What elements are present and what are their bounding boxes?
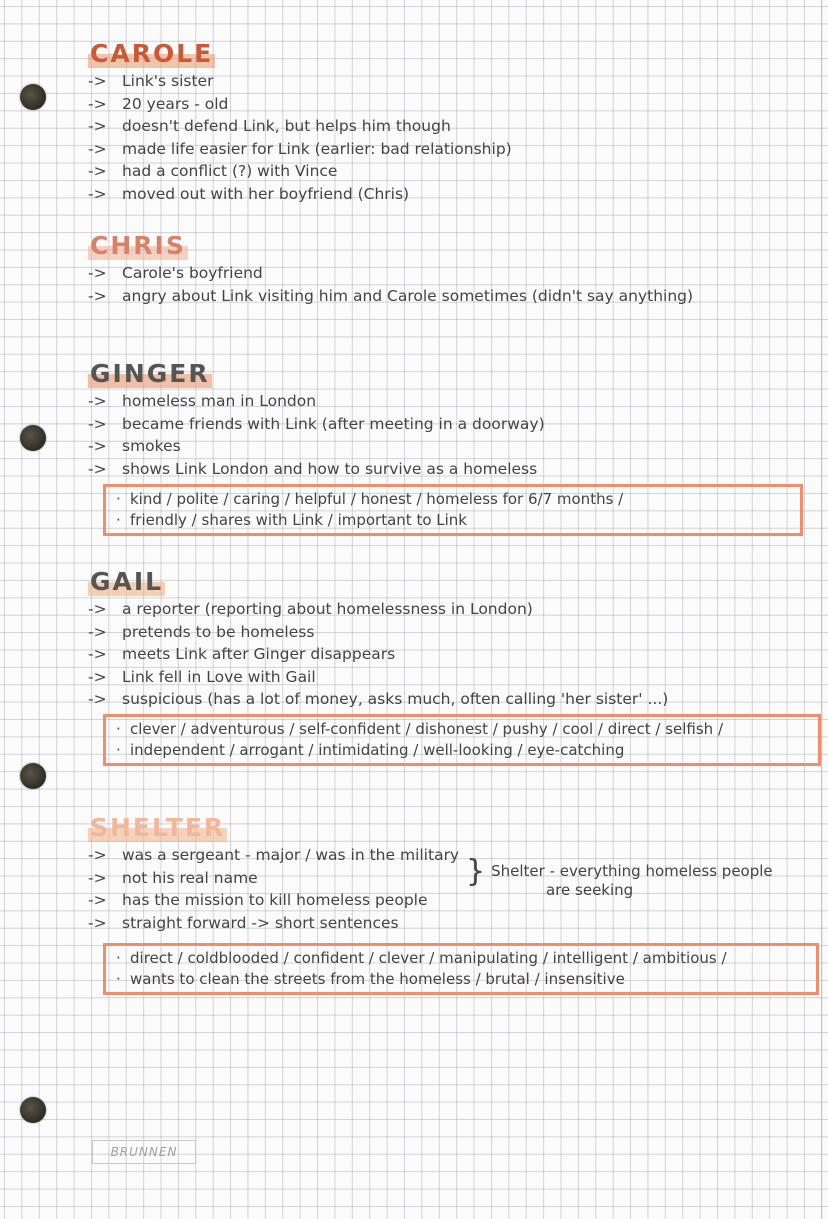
arrow-icon: -> bbox=[88, 645, 107, 664]
list-item bbox=[88, 138, 512, 161]
bullet-text: doesn't defend Link, but helps him though bbox=[122, 117, 451, 136]
section-ginger bbox=[88, 360, 545, 480]
section-title: SHELTER bbox=[90, 813, 226, 842]
section-carole bbox=[88, 40, 512, 206]
bullet-list bbox=[88, 598, 668, 711]
bullet-text: angry about Link visiting him and Carole sometimes (didn't say anything) bbox=[122, 286, 694, 305]
list-item bbox=[88, 262, 693, 285]
section-title: GINGER bbox=[90, 359, 210, 388]
trait-line bbox=[116, 719, 808, 740]
list-item bbox=[88, 867, 459, 890]
arrow-icon: -> bbox=[88, 72, 107, 90]
traits-box-ginger bbox=[103, 484, 803, 536]
arrow-icon: -> bbox=[88, 184, 107, 203]
traits-box-shelter bbox=[103, 943, 819, 995]
arrow-icon: -> bbox=[88, 459, 107, 478]
section-gail bbox=[88, 568, 668, 711]
list-item bbox=[88, 621, 668, 644]
bullet-dot-icon: · bbox=[116, 741, 121, 759]
arrow-icon: -> bbox=[88, 117, 107, 136]
note-line: are seeking bbox=[546, 880, 634, 899]
brand-logo: BRUNNEN bbox=[92, 1140, 196, 1164]
list-item bbox=[88, 889, 459, 912]
list-item bbox=[88, 93, 512, 116]
bullet-text: Carole's boyfriend bbox=[122, 264, 263, 282]
section-title: CAROLE bbox=[90, 39, 214, 68]
bullet-text: not his real name bbox=[122, 868, 258, 887]
curly-brace-icon: } bbox=[466, 853, 486, 889]
punch-hole bbox=[20, 425, 46, 451]
arrow-icon: -> bbox=[88, 162, 107, 181]
section-shelter bbox=[88, 814, 459, 934]
arrow-icon: -> bbox=[88, 891, 107, 910]
bullet-text: a reporter (reporting about homelessness in London) bbox=[122, 600, 533, 618]
bullet-list bbox=[88, 844, 459, 934]
trait-line bbox=[116, 489, 790, 510]
arrow-icon: -> bbox=[88, 94, 107, 113]
bullet-text: straight forward -> short sentences bbox=[122, 913, 399, 932]
bullet-text: 20 years - old bbox=[122, 94, 229, 113]
list-item bbox=[88, 70, 512, 93]
bullet-text: made life easier for Link (earlier: bad relationship) bbox=[122, 139, 512, 158]
arrow-icon: -> bbox=[88, 286, 107, 305]
bullet-text: homeless man in London bbox=[122, 392, 317, 410]
trait-text: clever / adventurous / self-confident / dishonest / pushy / cool / direct / selfish / bbox=[130, 720, 723, 738]
bullet-text: meets Link after Ginger disappears bbox=[122, 645, 396, 664]
trait-line bbox=[116, 740, 808, 761]
trait-line bbox=[116, 948, 806, 969]
section-title: CHRIS bbox=[90, 231, 186, 260]
list-item bbox=[88, 390, 545, 413]
trait-line bbox=[116, 510, 790, 531]
bullet-text: moved out with her boyfriend (Chris) bbox=[122, 184, 410, 203]
bullet-text: Link fell in Love with Gail bbox=[122, 667, 316, 686]
arrow-icon: -> bbox=[88, 868, 107, 887]
section-chris bbox=[88, 232, 693, 307]
arrow-icon: -> bbox=[88, 667, 107, 686]
list-item bbox=[88, 435, 545, 458]
list-item bbox=[88, 115, 512, 138]
list-item bbox=[88, 643, 668, 666]
trait-text: wants to clean the streets from the homeless / brutal / insensitive bbox=[130, 970, 625, 988]
arrow-icon: -> bbox=[88, 414, 107, 433]
bullet-dot-icon: · bbox=[116, 511, 121, 529]
bullet-dot-icon: · bbox=[116, 720, 121, 738]
arrow-icon: -> bbox=[88, 690, 107, 709]
trait-text: independent / arrogant / intimidating / well-looking / eye-catching bbox=[130, 741, 625, 759]
arrow-icon: -> bbox=[88, 846, 107, 864]
margin-line bbox=[821, 0, 822, 1219]
trait-text: kind / polite / caring / helpful / honest / homeless for 6/7 months / bbox=[130, 490, 624, 508]
list-item bbox=[88, 666, 668, 689]
list-item bbox=[88, 844, 459, 867]
bullet-text: suspicious (has a lot of money, asks much, often calling 'her sister' ...) bbox=[122, 690, 669, 709]
note-line: Shelter - everything homeless people bbox=[491, 862, 773, 880]
shelter-note bbox=[466, 853, 773, 899]
bullet-list bbox=[88, 70, 512, 206]
arrow-icon: -> bbox=[88, 600, 107, 618]
section-title: GAIL bbox=[90, 567, 164, 596]
bullet-dot-icon: · bbox=[116, 949, 121, 967]
bullet-text: pretends to be homeless bbox=[122, 622, 315, 641]
punch-hole bbox=[20, 763, 46, 789]
bullet-text: was a sergeant - major / was in the military bbox=[122, 846, 460, 864]
trait-line bbox=[116, 969, 806, 990]
bullet-text: Link's sister bbox=[122, 72, 214, 90]
arrow-icon: -> bbox=[88, 913, 107, 932]
trait-text: friendly / shares with Link / important to Link bbox=[130, 511, 467, 529]
bullet-text: smokes bbox=[122, 437, 181, 456]
list-item bbox=[88, 458, 545, 481]
bullet-dot-icon: · bbox=[116, 970, 121, 988]
bullet-text: shows Link London and how to survive as a homeless bbox=[122, 459, 538, 478]
bullet-list bbox=[88, 262, 693, 307]
punch-hole bbox=[20, 1097, 46, 1123]
punch-hole bbox=[20, 84, 46, 110]
list-item bbox=[88, 688, 668, 711]
arrow-icon: -> bbox=[88, 264, 107, 282]
list-item bbox=[88, 160, 512, 183]
list-item bbox=[88, 413, 545, 436]
list-item bbox=[88, 598, 668, 621]
bullet-list bbox=[88, 390, 545, 480]
bullet-text: became friends with Link (after meeting in a doorway) bbox=[122, 414, 545, 433]
bullet-dot-icon: · bbox=[116, 490, 121, 508]
list-item bbox=[88, 285, 693, 308]
arrow-icon: -> bbox=[88, 139, 107, 158]
arrow-icon: -> bbox=[88, 392, 107, 410]
traits-box-gail bbox=[103, 714, 821, 766]
arrow-icon: -> bbox=[88, 622, 107, 641]
bullet-text: has the mission to kill homeless people bbox=[122, 891, 428, 910]
bullet-text: had a conflict (?) with Vince bbox=[122, 162, 338, 181]
list-item bbox=[88, 912, 459, 935]
arrow-icon: -> bbox=[88, 437, 107, 456]
trait-text: direct / coldblooded / confident / clever / manipulating / intelligent / ambitious / bbox=[130, 949, 727, 967]
list-item bbox=[88, 183, 512, 206]
